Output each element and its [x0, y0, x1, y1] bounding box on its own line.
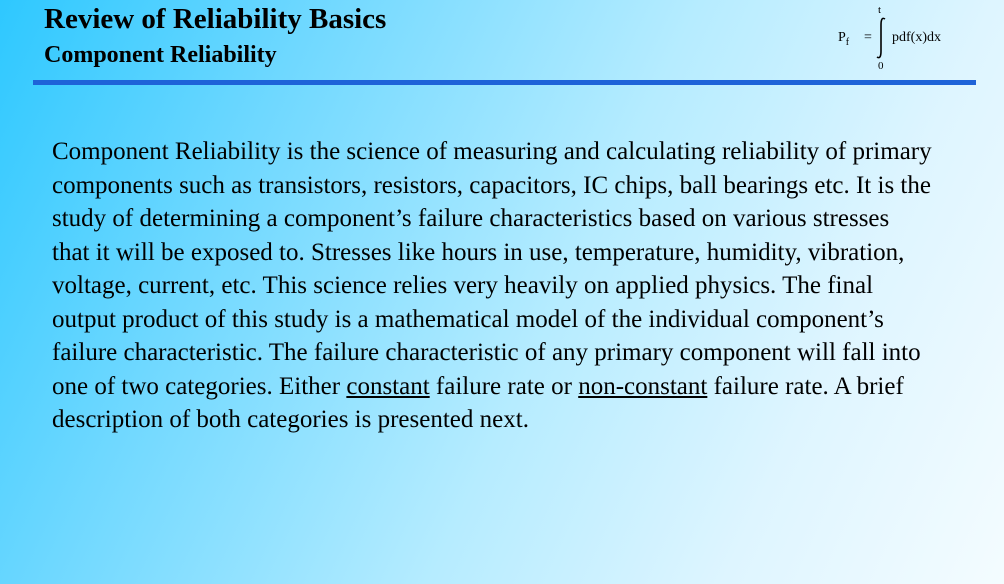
body-text-part-1: Component Reliability is the science of measuring and calculating reliability of primary components such as transistors, resistors, capacitors, IC chips, ball bearings etc. It is the study of determining a component’s failure characteristics based on various stresses that it will be exposed to. Stresses like hours in use, temperature, humidity, vibration, voltage, current, etc. This science relies very heavily on applied physics. The final output product of this study is a mathematical model of the individual component’s failure characteristic. The failure characteristic of any primary component will fall into one of two categories. Either [52, 138, 932, 400]
formula-lhs-symbol: P [838, 30, 846, 45]
body-text-part-3: failure rate. A brief description of both categories is presented next. [52, 372, 904, 433]
body-text-part-2: failure rate or [429, 372, 579, 400]
formula-integrand: pdf(x)dx [892, 30, 941, 45]
term-non-constant: non-constant [578, 372, 708, 400]
formula-lhs [838, 30, 849, 48]
formula-equals: = [864, 30, 872, 45]
integral-sign-icon [874, 16, 888, 60]
formula-lhs-subscript: f [845, 36, 850, 48]
slide-header [0, 0, 1004, 90]
slide-title: Review of Reliability Basics [44, 3, 387, 35]
header-divider [33, 80, 976, 85]
formula-upper-limit: t [878, 4, 882, 16]
failure-probability-formula [836, 4, 986, 76]
slide-subtitle: Component Reliability [44, 42, 277, 68]
body-paragraph [52, 135, 932, 437]
formula-lower-limit: 0 [878, 60, 884, 72]
term-constant: constant [346, 372, 430, 400]
